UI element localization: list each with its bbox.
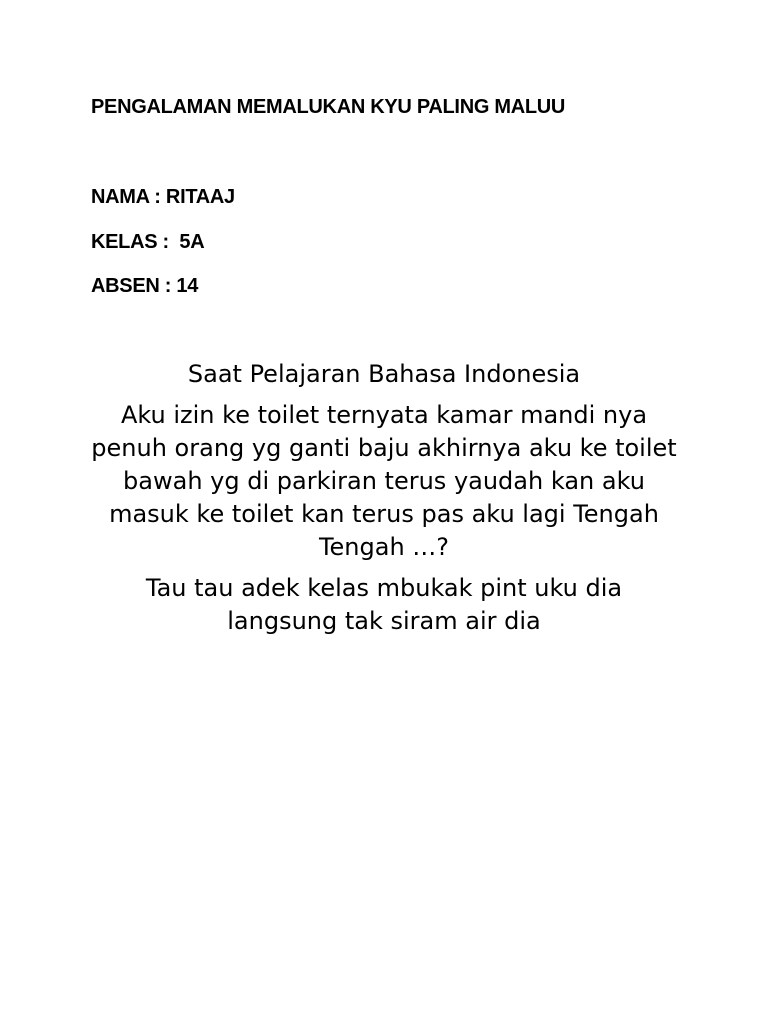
story-paragraph-intro: Saat Pelajaran Bahasa Indonesia (187, 360, 581, 388)
story-paragraph-main: Aku izin ke toilet ternyata kamar mandi nya penuh orang yg ganti baju akhirnya aku ke toilet bawah yg di parkiran terus yaudah kan aku masuk ke toilet kan terus pas aku lagi Tengah Tengah …? (91, 401, 677, 561)
document-title: PENGALAMAN MEMALUKAN KYU PALING MALUU (91, 96, 566, 118)
student-name: NAMA : RITAAJ (91, 186, 235, 208)
story-paragraph-ending: Tau tau adek kelas mbukak pint uku dia langsung tak siram air dia (145, 574, 623, 635)
student-class: KELAS : 5A (91, 231, 205, 253)
student-attendance-number: ABSEN : 14 (91, 275, 199, 297)
story-body (90, 358, 678, 646)
